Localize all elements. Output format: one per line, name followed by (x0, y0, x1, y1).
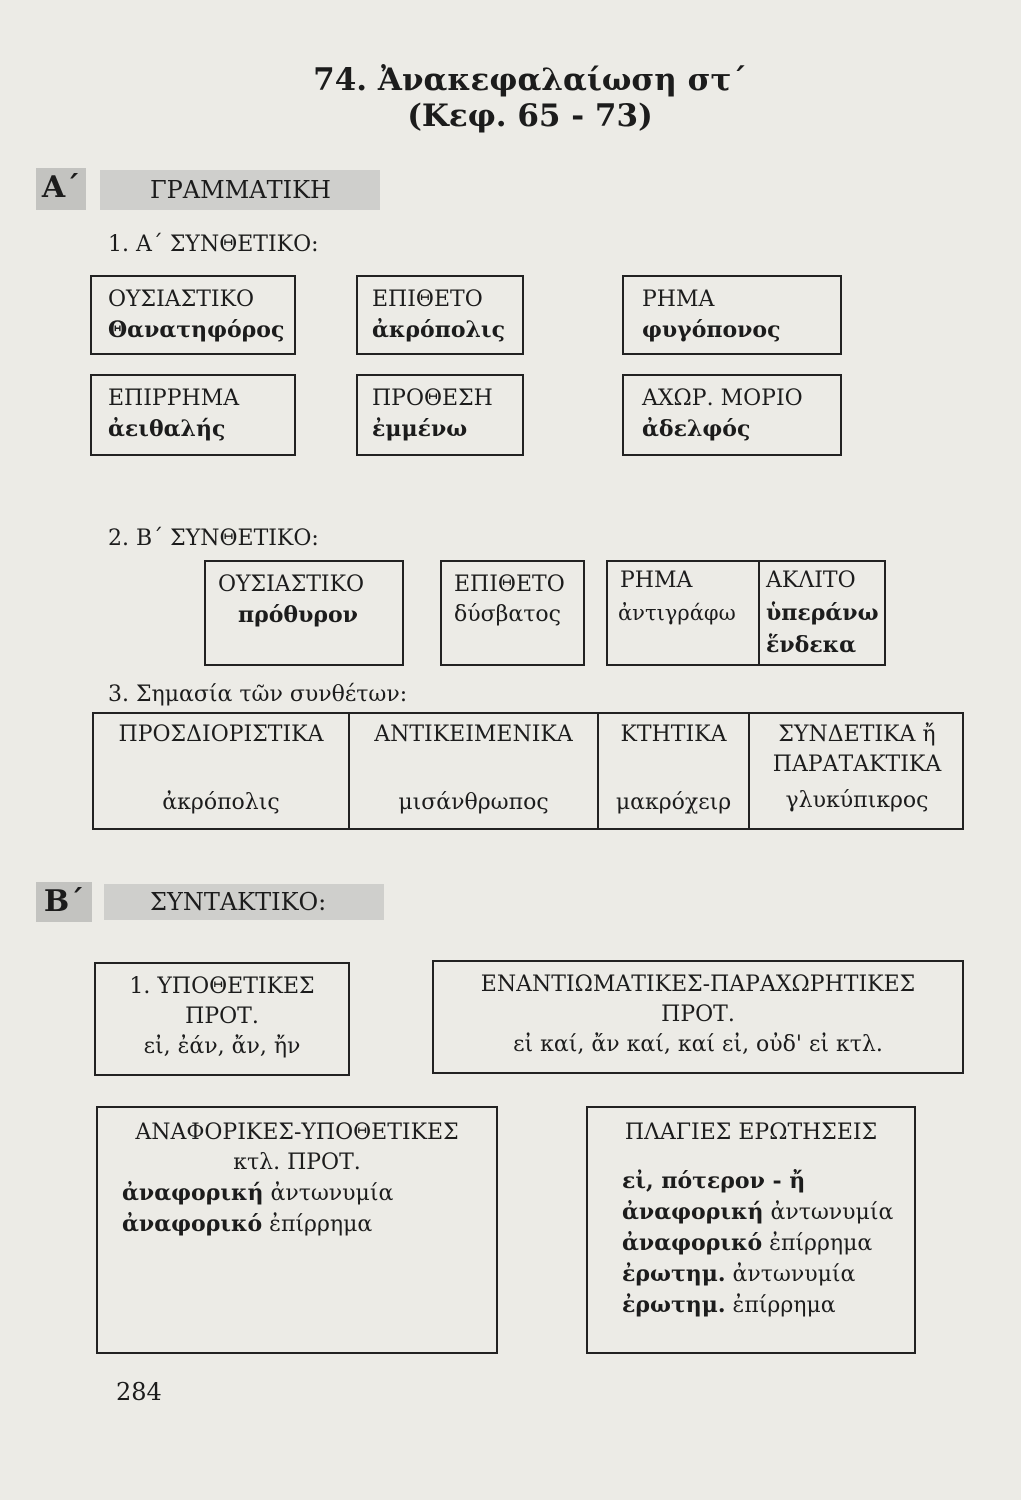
sub2-divider (758, 560, 760, 666)
box-label: ΠΡΟΘΕΣΗ (372, 386, 493, 411)
list-item (588, 1228, 914, 1259)
sub2-indecl-example-2: ἕνδεκα (766, 632, 857, 658)
item-bold: ἀναφορικό (122, 1211, 263, 1237)
sub2-indecl-example: ὑπεράνω (766, 600, 879, 626)
title-line-2: (Κεφ. 65 - 73) (407, 98, 653, 134)
title-line-1: 74. Ἀνακεφαλαίωση στ΄ (313, 62, 747, 98)
sub3-heading: 3. Σημασία τῶν συνθέτων: (108, 682, 408, 707)
item-rest: ἀντωνυμία (725, 1262, 856, 1287)
sub3-col2-label: ΑΝΤΙΚΕΙΜΕΝΙΚΑ (374, 722, 573, 747)
sub1-box-particle (622, 374, 842, 456)
box-label: ΟΥΣΙΑΣΤΙΚΟ (108, 287, 255, 312)
item-bold: ἀναφορική (622, 1199, 764, 1225)
box-example: φυγόπονος (642, 317, 781, 343)
sub3-col3-example: μακρόχειρ (615, 790, 732, 815)
page-number: 284 (116, 1378, 162, 1406)
sub2-box-noun (204, 560, 404, 666)
item-bold: ἐρωτημ. (622, 1292, 726, 1318)
sub1-box-adjective (356, 275, 524, 355)
section-a-badge: Α΄ (36, 168, 86, 210)
section-b-label: ΣΥΝΤΑΚΤΙΚΟ: (150, 888, 327, 916)
sub1-heading: 1. Α΄ ΣΥΝΘΕΤΙΚΟ: (108, 232, 319, 257)
item-bold: ἐρωτημ. (622, 1261, 726, 1287)
box-example: πρόθυρον (238, 602, 358, 628)
box-line-2: ΠΡΟΤ. (661, 1002, 735, 1027)
box-example: ἐμμένω (372, 416, 468, 442)
box-example: δύσβατος (454, 602, 561, 627)
sub3-col1-label: ΠΡΟΣΔΙΟΡΙΣΤΙΚΑ (118, 722, 324, 747)
item-rest: ἐπίρρημα (725, 1293, 836, 1318)
section-a-label: ΓΡΑΜΜΑΤΙΚΗ (150, 176, 331, 204)
page-title (300, 62, 760, 134)
item-bold: ἀναφορικό (622, 1230, 763, 1256)
sub2-verb-label: ΡΗΜΑ (620, 568, 693, 593)
sub3-col1-example: ἀκρόπολις (162, 790, 280, 815)
item-rest: ἐπίρρημα (762, 1231, 873, 1256)
list-item (588, 1259, 914, 1290)
concessive-clauses-box (432, 960, 964, 1074)
sub2-box-adjective (440, 560, 585, 666)
sub1-box-noun (90, 275, 296, 355)
box-line-2: ΠΡΟΤ. (185, 1004, 259, 1029)
box-label: ΕΠΙΡΡΗΜΑ (108, 386, 240, 411)
list-item (588, 1290, 914, 1321)
relative-conditional-box (96, 1106, 498, 1354)
box-label: ΑΧΩΡ. ΜΟΡΙΟ (642, 386, 803, 411)
box-label: ΟΥΣΙΑΣΤΙΚΟ (218, 572, 365, 597)
box-line-1: ΕΝΑΝΤΙΩΜΑΤΙΚΕΣ-ΠΑΡΑΧΩΡΗΤΙΚΕΣ (480, 972, 916, 997)
conditional-clauses-box (94, 962, 350, 1076)
box-line-1: ΑΝΑΦΟΡΙΚΕΣ-ΥΠΟΘΕΤΙΚΕΣ (135, 1120, 459, 1145)
list-item (98, 1209, 496, 1240)
box-line-3: εἰ καί, ἄν καί, καί εἰ, οὐδ' εἰ κτλ. (513, 1032, 883, 1057)
list-item (588, 1166, 914, 1197)
sub3-col4-label: ΣΥΝΔΕΤΙΚΑ ἤ (778, 722, 936, 747)
box-example: ἀκρόπολις (372, 317, 505, 343)
box-example: ἀδελφός (642, 416, 751, 442)
box-example: ἀειθαλής (108, 416, 226, 442)
item-rest: ἐπίρρημα (262, 1212, 373, 1237)
box-line-3: εἰ, ἐάν, ἄν, ἤν (143, 1034, 301, 1059)
item-rest: ἀντωνυμία (763, 1200, 894, 1225)
sub1-box-verb (622, 275, 842, 355)
sub2-heading: 2. Β΄ ΣΥΝΘΕΤΙΚΟ: (108, 526, 319, 551)
box-line-1: ΠΛΑΓΙΕΣ ΕΡΩΤΗΣΕΙΣ (624, 1120, 878, 1145)
list-item (588, 1197, 914, 1228)
list-item (98, 1178, 496, 1209)
item-bold: ἀναφορική (122, 1180, 264, 1206)
box-line-1: 1. ΥΠΟΘΕΤΙΚΕΣ (129, 974, 315, 999)
indirect-questions-box (586, 1106, 916, 1354)
box-line-2: κτλ. ΠΡΟΤ. (233, 1150, 361, 1175)
sub3-col4-example: γλυκύπικρος (785, 788, 929, 813)
box-label: ΡΗΜΑ (642, 287, 715, 312)
item-bold: εἰ, πότερον - ἤ (622, 1168, 806, 1194)
sub3-col3-label: ΚΤΗΤΙΚΑ (620, 722, 727, 747)
sub1-box-adverb (90, 374, 296, 456)
sub2-indecl-label: ΑΚΛΙΤΟ (766, 568, 856, 593)
section-b-badge: Β΄ (36, 882, 92, 922)
box-example: Θανατηφόρος (108, 317, 285, 343)
sub1-box-preposition (356, 374, 524, 456)
sub2-verb-example: ἀντιγράφω (618, 601, 736, 625)
sub3-col4-label-2: ΠΑΡΑΤΑΚΤΙΚΑ (772, 752, 942, 777)
item-rest: ἀντωνυμία (263, 1181, 394, 1206)
sub3-col2-example: μισάνθρωπος (398, 790, 549, 815)
box-label: ΕΠΙΘΕΤΟ (454, 572, 565, 597)
box-label: ΕΠΙΘΕΤΟ (372, 287, 483, 312)
